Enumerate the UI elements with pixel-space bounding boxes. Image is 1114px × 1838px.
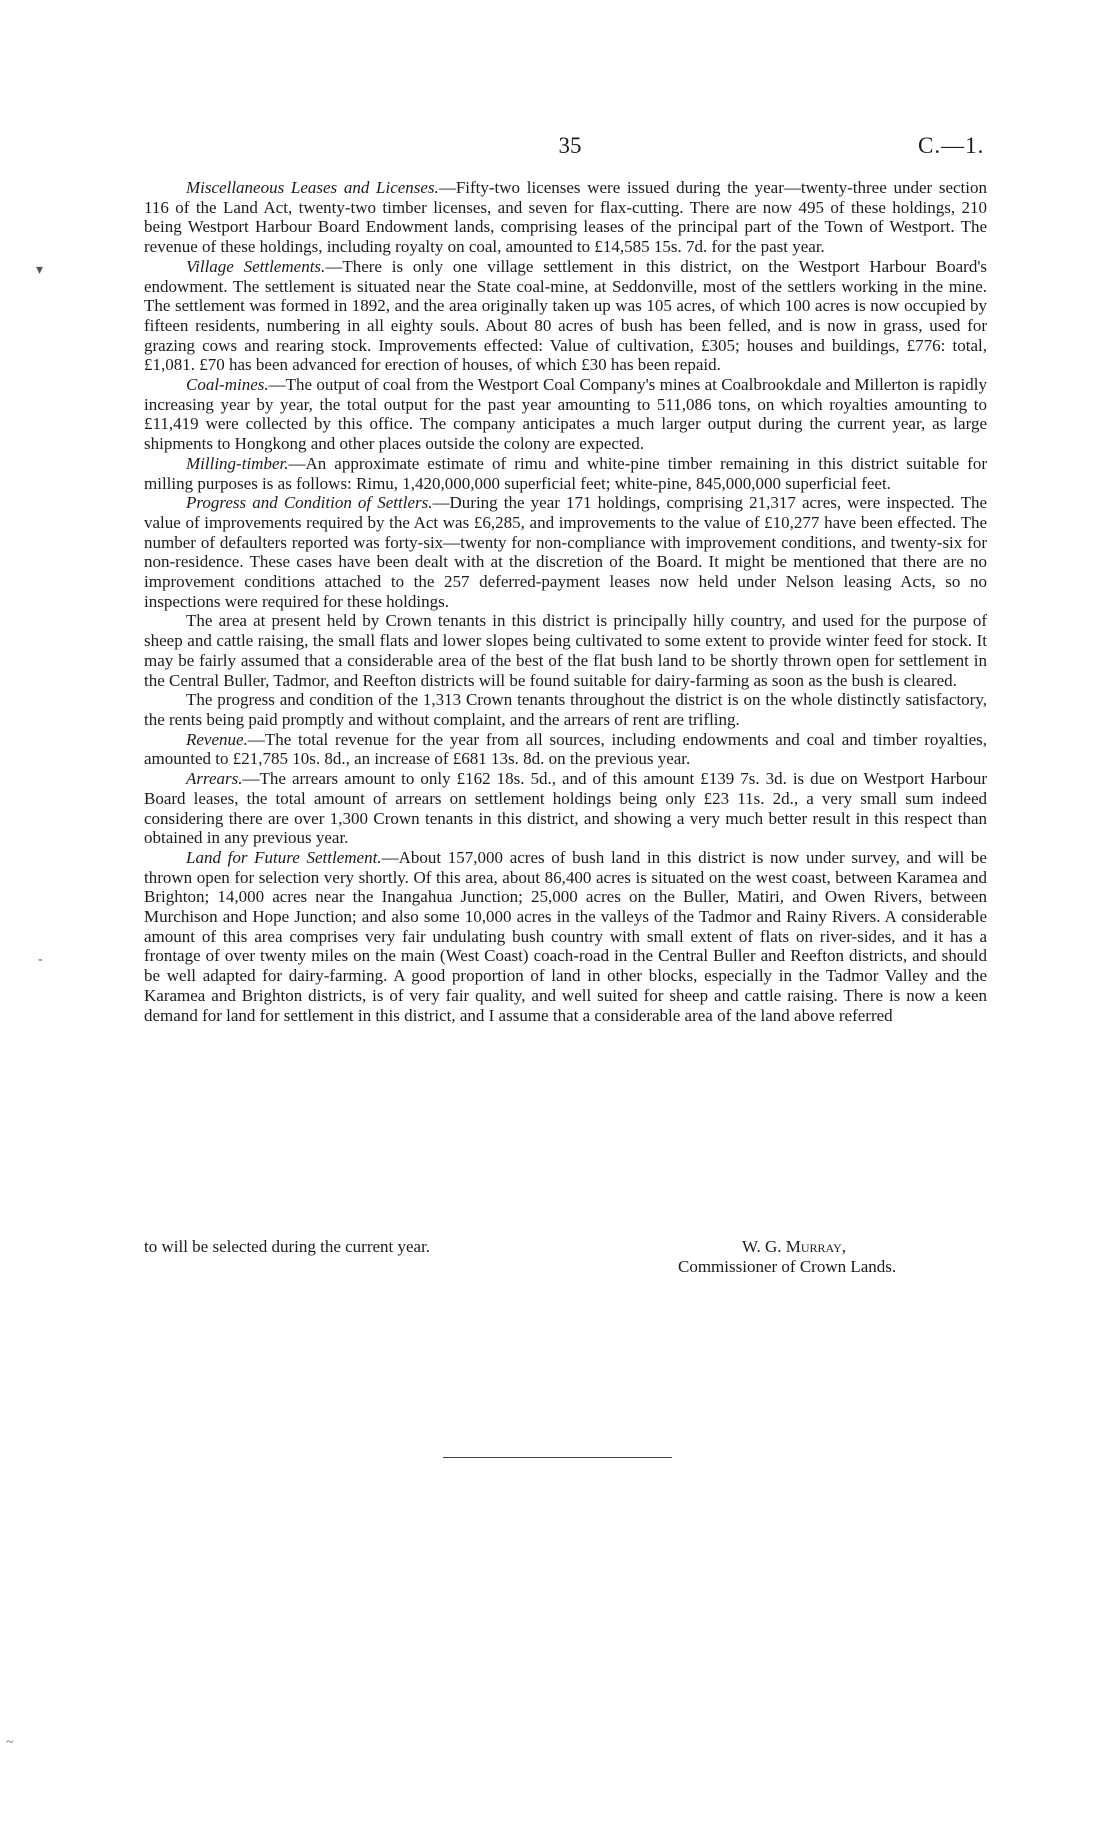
margin-speck-icon: ~ <box>6 1735 14 1750</box>
section-divider <box>443 1457 672 1458</box>
paragraph-text: The progress and condition of the 1,313 Crown tenants throughout the district is on the whole distinctly satisfactory, the rents being paid promptly and without complaint, and the arrears of rent are trifling. <box>144 690 987 729</box>
paragraph-heading: Arrears. <box>186 769 243 789</box>
paragraph-text: —During the year 171 holdings, comprising 21,317 acres, were inspected. The value of improvements required by the Act was £6,285, and improvements to the value of £10,277 have been effected. The number of defaulters reported was forty-six—twenty for non-compliance with improvement conditions, and twenty-six for non-residence. These cases have been dealt with at the discretion of the Board. It might be mentioned that there are no improvement conditions attached to the 257 deferred-payment leases now held under Nelson leasing Acts, so no inspections were required for these holdings. <box>144 493 988 611</box>
paragraph-heading: Milling-timber. <box>186 453 289 473</box>
paragraph-coal-mines <box>144 375 987 454</box>
margin-speck-icon: - <box>38 952 43 967</box>
paragraph-text: —Fifty-two licenses were issued during the year—twenty-three under section 116 of the Land Act, twenty-two timber licenses, and seven for flax-cutting. There are now 495 of these holdings, 210 being Westport Harbour Board Endowment lands, comprising leases of the principal part of the Town of Westport. The revenue of these holdings, including royalty on coal, amounted to £14,585 15s. 7d. for the past year. <box>144 178 987 257</box>
paragraph-future-settlement <box>144 848 987 1025</box>
paragraph-miscellaneous-leases <box>144 178 987 257</box>
paragraph-text: —There is only one village settlement in this district, on the Westport Harbour Board's endowment. The settlement is situated near the State coal-mine, at Seddonville, most of the settlers working in the mine. The settlement was formed in 1892, and the area originally taken up was 105 acres, of which 100 acres is now occupied by fifteen residents, numbering in all eighty souls. About 80 acres of bush has been felled, and is now in grass, used for grazing cows and rearing stock. Improvements effected: Value of cultivation, £305; houses and buildings, £776: total, £1,081. £70 has been advanced for erection of houses, of which £30 has been repaid. <box>144 256 988 375</box>
paragraph-village-settlements <box>144 257 987 375</box>
paragraph-revenue <box>144 730 987 769</box>
paragraph-heading: Village Settlements. <box>186 256 326 276</box>
closing-line: to will be selected during the current year. <box>144 1237 431 1256</box>
paragraph-heading: Progress and Condition of Settlers. <box>186 493 433 513</box>
paragraph-text: —The arrears amount to only £162 18s. 5d., and of this amount £139 7s. 3d. is due on Westport Harbour Board leases, the total amount of arrears on settlement holdings being only £23 11s. 2d., a very small sum indeed considering there are over 1,300 Crown tenants in this district, and showing a very much better result in this respect than obtained in any previous year. <box>144 769 987 848</box>
signature-block <box>144 1237 987 1276</box>
paragraph-heading: Miscellaneous Leases and Licenses. <box>186 178 439 197</box>
paragraph-heading: Coal-mines. <box>186 375 269 395</box>
paragraph-crown-tenants-progress <box>144 690 987 729</box>
paragraph-text: The area at present held by Crown tenants in this district is principally hilly country, and used for the purpose of sheep and cattle raising, the small flats and lower slopes being cultivated to some extent to provide winter feed for stock. It may be fairly assumed that a considerable area of the best of the flat bush land to be shortly thrown open for settlement in the Central Buller, Tadmor, and Reefton districts will be found suitable for dairy-farming as soon as the bush is cleared. <box>144 611 987 690</box>
paragraph-heading: Revenue. <box>186 729 248 749</box>
paragraph-text: —An approximate estimate of rimu and white-pine timber remaining in this district suitable for milling purposes is as follows: Rimu, 1,420,000,000 superficial feet; white-pine, 845,000,000 superficial feet. <box>144 453 987 493</box>
report-body <box>144 178 987 1025</box>
paragraph-milling-timber <box>144 454 987 493</box>
paragraph-arrears <box>144 769 987 848</box>
paragraph-progress-condition <box>144 493 987 611</box>
paragraph-text: —About 157,000 acres of bush land in this district is now under survey, and will be thrown open for selection very shortly. Of this area, about 86,400 acres is situated on the west coast, between Karamea and Brighton; 14,000 acres near the Inangahua Junction; 25,000 acres on the Buller, Matiri, and Owen Rivers, between Murchison and Hope Junction; and also some 10,000 acres in the valleys of the Tadmor and Rainy Rivers. A considerable amount of this area comprises very fair undulating bush country with small extent of flats on river-sides, and it has a frontage of over twenty miles on the main (West Coast) coach-road in the Central Buller and Reefton districts, and should be well adapted for dairy-farming. A good proportion of land in other blocks, especially in the Tadmor Valley and the Karamea and Brighton districts, is of very fair quality, and well suited for sheep and cattle raising. There is now a keen demand for land for settlement in this district, and I assume that a considerable area of the land above referred <box>144 847 987 1025</box>
closing-line-row <box>144 1237 987 1257</box>
paragraph-text: —The total revenue for the year from all sources, including endowments and coal and timber royalties, amounted to £21,785 10s. 8d., an increase of £681 13s. 8d. on the previous year. <box>144 729 987 769</box>
signatory-name <box>742 1237 846 1257</box>
signatory-title: Commissioner of Crown Lands. <box>678 1256 897 1276</box>
margin-speck-icon: ▾ <box>36 263 44 278</box>
signatory-initials: W. G. <box>742 1237 782 1256</box>
paragraph-heading: Land for Future Settlement. <box>186 847 382 867</box>
page-number: 35 <box>558 133 582 158</box>
document-reference: C.—1. <box>918 133 985 158</box>
paragraph-text: —The output of coal from the Westport Coal Company's mines at Coalbrookdale and Millerton is rapidly increasing year by year, the total output for the past year amounting to 511,086 tons, on which royalties amounting to £11,419 were collected by this office. The company anticipates a much larger output during the current year, as large shipments to Hongkong and other places outside the colony are expected. <box>144 375 987 454</box>
signatory-surname: Murray, <box>785 1237 847 1256</box>
paragraph-crown-tenants-area <box>144 611 987 690</box>
